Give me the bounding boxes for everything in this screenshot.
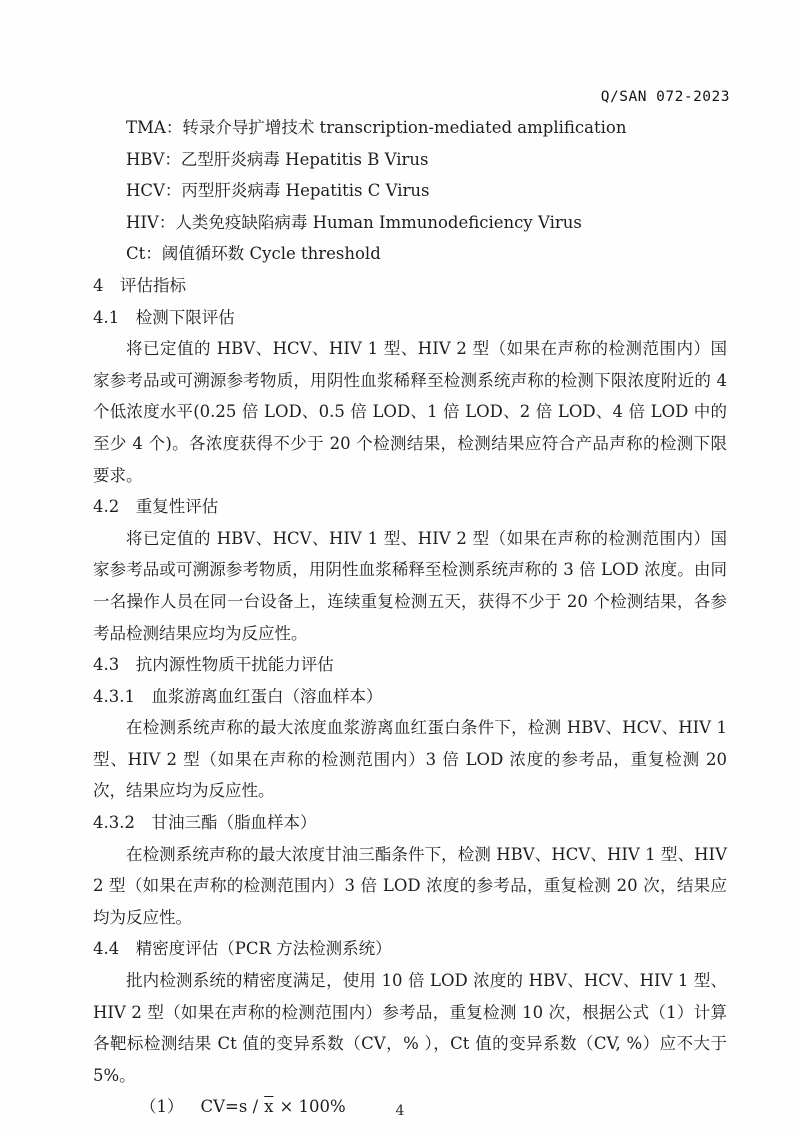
formula-lhs: CV=s / [200,1097,259,1117]
section-heading-4-1: 4.1 检测下限评估 [93,307,235,327]
page-number: 4 [395,1103,405,1119]
section-heading-4-2: 4.2 重复性评估 [93,497,219,517]
formula-rhs: × 100% [279,1097,346,1117]
document-body [93,112,727,1123]
section-heading-4-4: 4.4 精密度评估（PCR 方法检测系统） [93,939,392,959]
paragraph-4-3-2: 在检测系统声称的最大浓度甘油三酯条件下，检测 HBV、HCV、HIV 1 型、HIV 2 型（如果在声称的检测范围内）3 倍 LOD 浓度的参考品，重复检测 20 次，结果应均为反应性。 [93,844,727,927]
document-code-header: Q/SAN 072-2023 [600,89,730,105]
paragraph-4-4: 批内检测系统的精密度满足，使用 10 倍 LOD 浓度的 HBV、HCV、HIV 1 型、HIV 2 型（如果在声称的检测范围内）参考品，重复检测 10 次，根据公式（1）计算各靶标检测结果 Ct 值的变异系数（CV，% ），Ct 值的变异系数（CV, %）应不大于 5%。 [93,971,727,1085]
paragraph-4-1: 将已定值的 HBV、HCV、HIV 1 型、HIV 2 型（如果在声称的检测范围内）国家参考品或可溯源参考物质，用阴性血浆稀释至检测系统声称的检测下限浓度附近的 4 个低浓度水平(0.25 倍 LOD、0.5 倍 LOD、1 倍 LOD、2 倍 LOD、4 倍 LOD 中的至少 4 个)。各浓度获得不少于 20 个检测结果，检测结果应符合产品声称的检测下限要求。 [93,339,727,485]
section-heading-4-3: 4.3 抗内源性物质干扰能力评估 [93,655,334,675]
paragraph-4-2: 将已定值的 HBV、HCV、HIV 1 型、HIV 2 型（如果在声称的检测范围内）国家参考品或可溯源参考物质，用阴性血浆稀释至检测系统声称的 3 倍 LOD 浓度。由同一名操作人员在同一台设备上，连续重复检测五天，获得不少于 20 个检测结果，各参考品检测结果应均为反应性。 [93,528,727,643]
formula-xbar: $\overline{x}$ [264,1097,274,1117]
abbreviation-hiv: HIV：人类免疫缺陷病毒 Human Immunodeficiency Virus [126,212,582,232]
abbreviation-hcv: HCV：丙型肝炎病毒 Hepatitis C Virus [126,181,430,201]
abbreviation-hbv: HBV：乙型肝炎病毒 Hepatitis B Virus [126,149,429,169]
formula-number: （1） [140,1097,184,1117]
section-heading-4-3-2: 4.3.2 甘油三酯（脂血样本） [93,813,317,833]
abbreviation-tma: TMA：转录介导扩增技术 transcription-mediated amplification [126,118,627,137]
section-heading-4-3-1: 4.3.1 血浆游离血红蛋白（溶血样本） [93,686,383,706]
paragraph-4-3-1: 在检测系统声称的最大浓度血浆游离血红蛋白条件下，检测 HBV、HCV、HIV 1 型、HIV 2 型（如果在声称的检测范围内）3 倍 LOD 浓度的参考品，重复检测 20 次，结果应均为反应性。 [93,718,727,801]
section-heading-4: 4 评估指标 [93,275,186,295]
abbreviation-ct: Ct：阈值循环数 Cycle threshold [126,244,381,264]
